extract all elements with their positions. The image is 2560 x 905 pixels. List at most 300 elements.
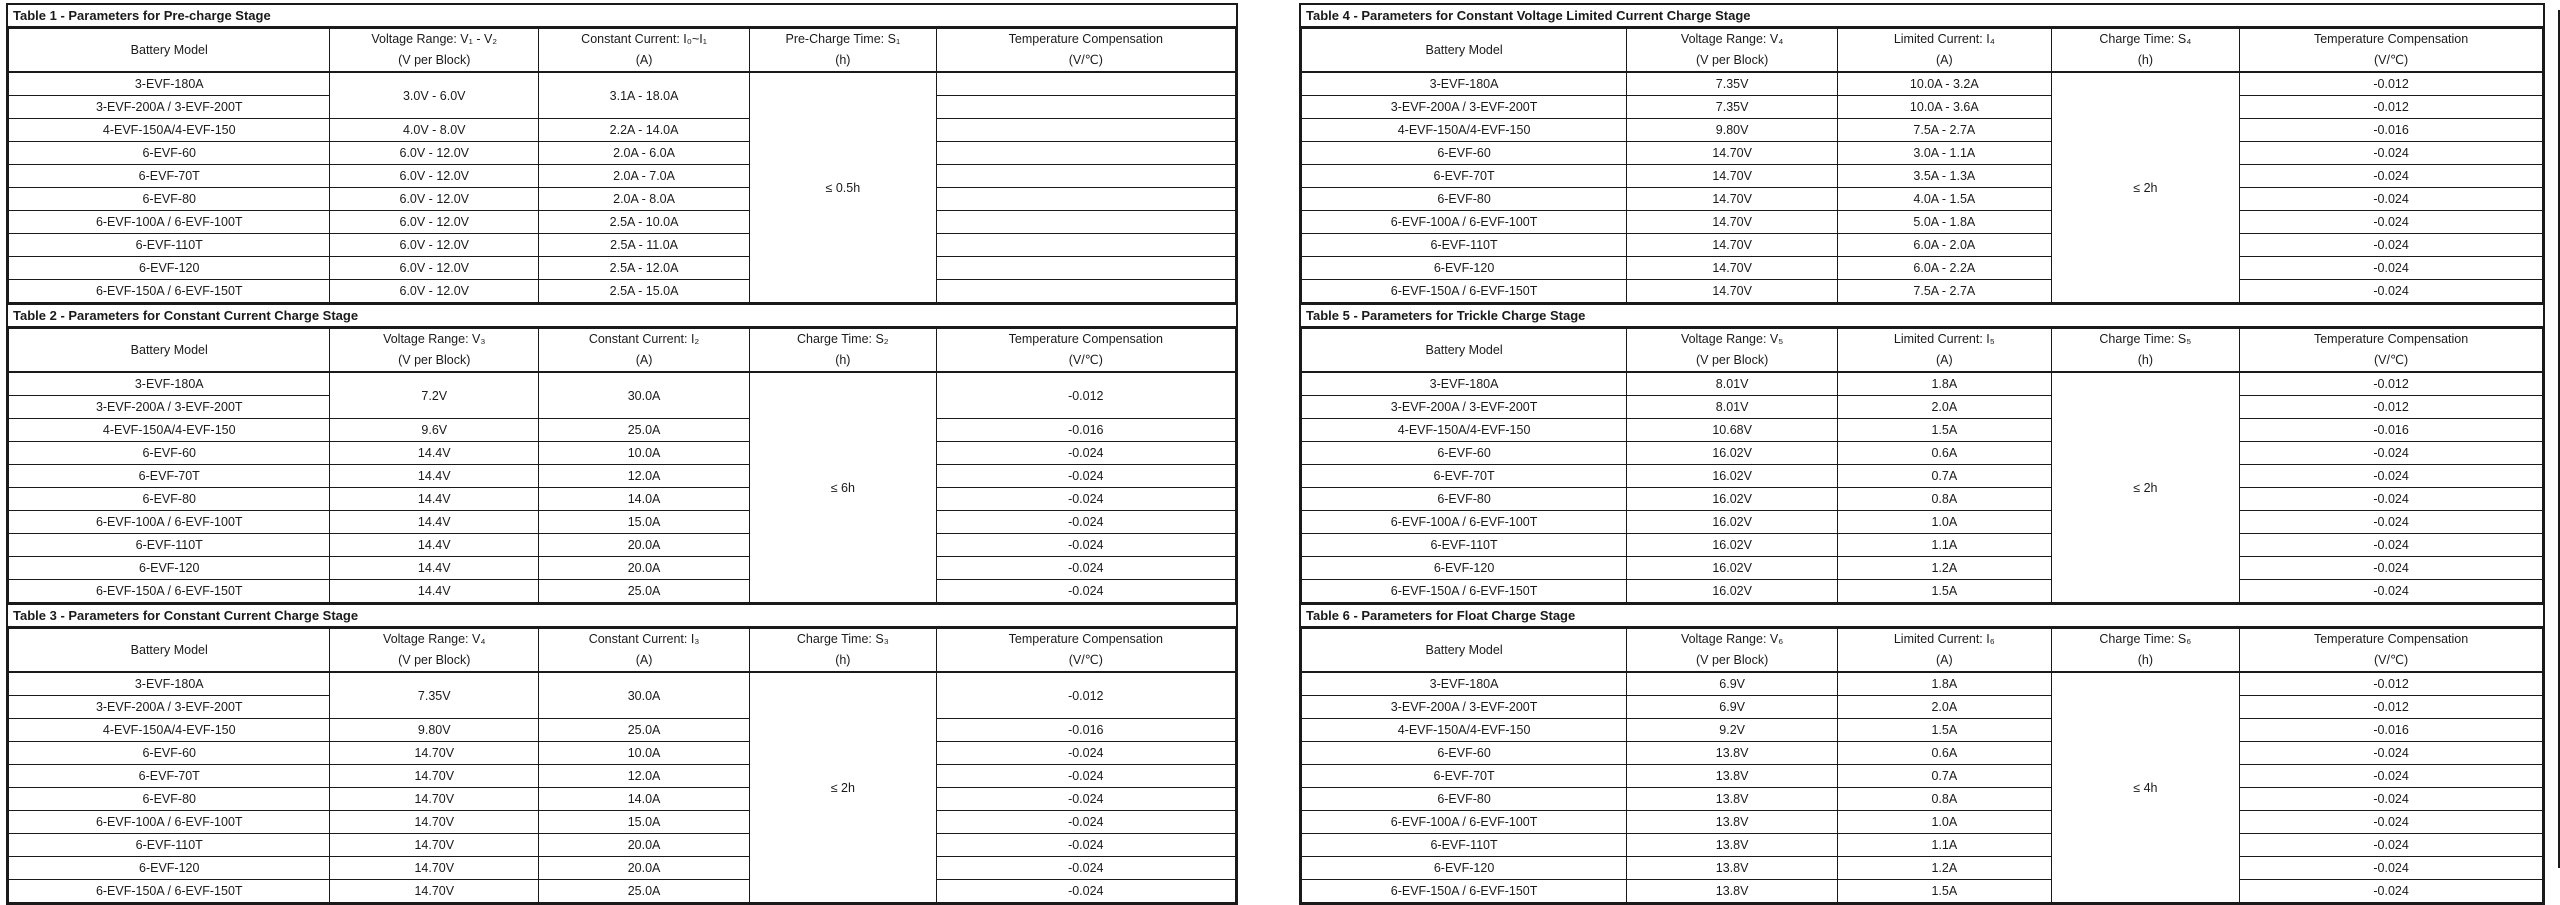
table-row <box>1302 880 2543 903</box>
table-row <box>9 742 1236 765</box>
voltage-cell: 3.0V - 6.0V <box>330 72 539 119</box>
current-cell: 10.0A - 3.2A <box>1838 72 2051 96</box>
battery-model-cell: 3-EVF-180A <box>1302 72 1627 96</box>
table-row <box>1302 488 2543 511</box>
voltage-range-header: Voltage Range: V₄ (V per Block) <box>1627 29 1838 73</box>
current-cell: 14.0A <box>539 788 750 811</box>
battery-model-cell: 6-EVF-60 <box>1302 442 1627 465</box>
table-row <box>9 834 1236 857</box>
table-row <box>9 165 1236 188</box>
battery-model-cell: 6-EVF-150A / 6-EVF-150T <box>1302 880 1627 903</box>
battery-model-cell: 6-EVF-80 <box>9 188 330 211</box>
table-5-block <box>1299 303 2545 605</box>
table-row <box>9 788 1236 811</box>
voltage-cell: 14.70V <box>1627 257 1838 280</box>
voltage-cell: 8.01V <box>1627 372 1838 396</box>
voltage-cell: 13.8V <box>1627 857 1838 880</box>
voltage-cell: 14.4V <box>330 488 539 511</box>
table-row <box>1302 696 2543 719</box>
current-cell: 0.7A <box>1838 765 2051 788</box>
voltage-cell: 14.70V <box>1627 188 1838 211</box>
temp-cell: -0.012 <box>2240 372 2543 396</box>
current-header: Constant Current: I₀~I₁ (A) <box>539 29 750 73</box>
temp-cell: -0.016 <box>936 419 1235 442</box>
temp-cell: -0.024 <box>936 580 1235 603</box>
battery-model-cell: 6-EVF-110T <box>1302 234 1627 257</box>
voltage-cell: 14.70V <box>1627 165 1838 188</box>
battery-model-cell: 6-EVF-80 <box>1302 488 1627 511</box>
battery-model-cell: 6-EVF-80 <box>1302 188 1627 211</box>
voltage-cell: 14.70V <box>330 834 539 857</box>
current-cell: 6.0A - 2.2A <box>1838 257 2051 280</box>
battery-model-cell: 6-EVF-60 <box>9 442 330 465</box>
voltage-range-header: Voltage Range: V₆ (V per Block) <box>1627 629 1838 673</box>
current-cell: 10.0A <box>539 442 750 465</box>
battery-model-cell: 6-EVF-100A / 6-EVF-100T <box>1302 511 1627 534</box>
current-cell: 2.5A - 15.0A <box>539 280 750 303</box>
table-row <box>9 488 1236 511</box>
temp-cell: -0.012 <box>936 672 1235 719</box>
voltage-cell: 14.70V <box>330 788 539 811</box>
time-cell: ≤ 0.5h <box>750 72 937 303</box>
battery-model-cell: 6-EVF-120 <box>9 257 330 280</box>
current-cell: 1.5A <box>1838 880 2051 903</box>
table-row <box>1302 788 2543 811</box>
table-row <box>9 119 1236 142</box>
battery-model-cell: 6-EVF-80 <box>9 488 330 511</box>
battery-model-cell: 4-EVF-150A/4-EVF-150 <box>1302 119 1627 142</box>
temp-cell: -0.024 <box>2240 280 2543 303</box>
header-row <box>9 29 1236 73</box>
table-4 <box>1301 28 2543 303</box>
battery-model-cell: 6-EVF-150A / 6-EVF-150T <box>1302 580 1627 603</box>
temp-cell: -0.024 <box>936 557 1235 580</box>
current-cell: 30.0A <box>539 372 750 419</box>
battery-model-cell: 3-EVF-180A <box>9 372 330 396</box>
voltage-cell: 6.0V - 12.0V <box>330 257 539 280</box>
table-row <box>1302 857 2543 880</box>
table-row <box>9 811 1236 834</box>
temp-cell <box>936 257 1235 280</box>
temp-cell: -0.024 <box>936 442 1235 465</box>
temp-cell: -0.024 <box>936 465 1235 488</box>
battery-model-cell: 6-EVF-60 <box>9 142 330 165</box>
table-row <box>1302 142 2543 165</box>
voltage-cell: 14.70V <box>330 811 539 834</box>
table-row <box>1302 234 2543 257</box>
table-row <box>1302 72 2543 96</box>
battery-model-cell: 4-EVF-150A/4-EVF-150 <box>9 419 330 442</box>
current-cell: 0.8A <box>1838 488 2051 511</box>
charge-time-header: Charge Time: S₅ (h) <box>2051 329 2240 373</box>
temp-cell: -0.024 <box>2240 742 2543 765</box>
current-cell: 7.5A - 2.7A <box>1838 119 2051 142</box>
current-cell: 4.0A - 1.5A <box>1838 188 2051 211</box>
table-row <box>1302 465 2543 488</box>
voltage-cell: 14.70V <box>330 857 539 880</box>
temp-cell: -0.024 <box>2240 211 2543 234</box>
time-cell: ≤ 2h <box>750 672 937 903</box>
current-cell: 2.5A - 10.0A <box>539 211 750 234</box>
current-cell: 1.0A <box>1838 511 2051 534</box>
current-cell: 1.8A <box>1838 672 2051 696</box>
battery-model-cell: 6-EVF-150A / 6-EVF-150T <box>9 580 330 603</box>
temp-cell: -0.024 <box>936 511 1235 534</box>
voltage-cell: 6.0V - 12.0V <box>330 211 539 234</box>
table-row <box>9 142 1236 165</box>
table-3 <box>8 628 1236 903</box>
temp-cell: -0.024 <box>2240 880 2543 903</box>
current-cell: 10.0A - 3.6A <box>1838 96 2051 119</box>
current-cell: 1.5A <box>1838 580 2051 603</box>
temp-cell: -0.024 <box>936 880 1235 903</box>
temp-cell <box>936 119 1235 142</box>
table-row <box>1302 511 2543 534</box>
table-row <box>1302 396 2543 419</box>
time-cell: ≤ 2h <box>2051 372 2240 603</box>
temp-cell: -0.024 <box>2240 765 2543 788</box>
voltage-cell: 7.2V <box>330 372 539 419</box>
temp-cell: -0.024 <box>2240 234 2543 257</box>
current-cell: 1.1A <box>1838 834 2051 857</box>
battery-model-cell: 6-EVF-100A / 6-EVF-100T <box>9 511 330 534</box>
table-row <box>1302 257 2543 280</box>
current-cell: 0.8A <box>1838 788 2051 811</box>
time-cell: ≤ 4h <box>2051 672 2240 903</box>
table-row <box>1302 165 2543 188</box>
temp-cell <box>936 96 1235 119</box>
temp-cell: -0.024 <box>2240 811 2543 834</box>
header-row <box>1302 629 2543 673</box>
voltage-cell: 7.35V <box>1627 96 1838 119</box>
voltage-cell: 14.4V <box>330 557 539 580</box>
temp-cell: -0.016 <box>2240 719 2543 742</box>
current-cell: 3.0A - 1.1A <box>1838 142 2051 165</box>
temp-cell: -0.024 <box>936 742 1235 765</box>
battery-model-cell: 6-EVF-100A / 6-EVF-100T <box>1302 211 1627 234</box>
voltage-cell: 16.02V <box>1627 534 1838 557</box>
charge-time-header: Charge Time: S₃ (h) <box>750 629 937 673</box>
current-cell: 2.5A - 12.0A <box>539 257 750 280</box>
current-header: Constant Current: I₂ (A) <box>539 329 750 373</box>
current-cell: 12.0A <box>539 465 750 488</box>
battery-model-cell: 6-EVF-150A / 6-EVF-150T <box>9 280 330 303</box>
battery-model-cell: 6-EVF-120 <box>9 557 330 580</box>
temp-cell: -0.024 <box>936 534 1235 557</box>
temp-cell: -0.024 <box>2240 488 2543 511</box>
table-row <box>9 672 1236 696</box>
voltage-cell: 13.8V <box>1627 811 1838 834</box>
battery-model-cell: 6-EVF-60 <box>1302 142 1627 165</box>
temp-cell: -0.016 <box>936 719 1235 742</box>
temp-cell: -0.024 <box>2240 165 2543 188</box>
temp-cell: -0.024 <box>2240 788 2543 811</box>
voltage-cell: 6.9V <box>1627 696 1838 719</box>
voltage-cell: 16.02V <box>1627 557 1838 580</box>
voltage-cell: 16.02V <box>1627 465 1838 488</box>
voltage-cell: 14.70V <box>1627 142 1838 165</box>
battery-model-cell: 4-EVF-150A/4-EVF-150 <box>1302 719 1627 742</box>
temp-cell: -0.012 <box>2240 96 2543 119</box>
voltage-cell: 14.4V <box>330 580 539 603</box>
battery-model-cell: 6-EVF-110T <box>1302 534 1627 557</box>
voltage-range-header: Voltage Range: V₄ (V per Block) <box>330 629 539 673</box>
table-3-block <box>6 603 1238 905</box>
battery-model-cell: 6-EVF-60 <box>9 742 330 765</box>
charge-time-header: Charge Time: S₂ (h) <box>750 329 937 373</box>
voltage-cell: 14.4V <box>330 442 539 465</box>
table-row <box>1302 442 2543 465</box>
battery-model-cell: 6-EVF-80 <box>1302 788 1627 811</box>
temp-cell: -0.012 <box>2240 672 2543 696</box>
table-row <box>9 880 1236 903</box>
table-row <box>1302 580 2543 603</box>
voltage-cell: 7.35V <box>330 672 539 719</box>
table-2-block <box>6 303 1238 605</box>
current-cell: 14.0A <box>539 488 750 511</box>
battery-model-cell: 6-EVF-70T <box>9 465 330 488</box>
current-cell: 2.0A - 7.0A <box>539 165 750 188</box>
voltage-range-header: Voltage Range: V₅ (V per Block) <box>1627 329 1838 373</box>
voltage-range-header: Voltage Range: V₃ (V per Block) <box>330 329 539 373</box>
time-cell: ≤ 2h <box>2051 72 2240 303</box>
temp-cell: -0.024 <box>2240 834 2543 857</box>
voltage-cell: 9.2V <box>1627 719 1838 742</box>
voltage-cell: 14.70V <box>1627 211 1838 234</box>
header-row <box>1302 29 2543 73</box>
current-cell: 15.0A <box>539 811 750 834</box>
voltage-cell: 6.0V - 12.0V <box>330 234 539 257</box>
temperature-compensation-header: Temperature Compensation (V/℃) <box>936 329 1235 373</box>
table-5 <box>1301 328 2543 603</box>
voltage-cell: 14.4V <box>330 465 539 488</box>
time-cell: ≤ 6h <box>750 372 937 603</box>
temp-cell: -0.024 <box>936 488 1235 511</box>
voltage-cell: 14.70V <box>330 765 539 788</box>
table-row <box>9 72 1236 96</box>
table-row <box>9 719 1236 742</box>
temp-cell: -0.024 <box>936 811 1235 834</box>
table-1 <box>8 28 1236 303</box>
table-row <box>9 257 1236 280</box>
battery-model-header: Battery Model <box>9 629 330 673</box>
temp-cell: -0.012 <box>2240 696 2543 719</box>
table-6 <box>1301 628 2543 903</box>
table-row <box>9 211 1236 234</box>
battery-model-cell: 6-EVF-80 <box>9 788 330 811</box>
battery-model-cell: 6-EVF-120 <box>1302 557 1627 580</box>
voltage-cell: 16.02V <box>1627 488 1838 511</box>
voltage-cell: 4.0V - 8.0V <box>330 119 539 142</box>
temp-cell <box>936 188 1235 211</box>
table-1-block <box>6 3 1238 305</box>
battery-model-cell: 3-EVF-200A / 3-EVF-200T <box>1302 396 1627 419</box>
table-row <box>9 280 1236 303</box>
current-cell: 2.0A - 8.0A <box>539 188 750 211</box>
table-row <box>9 857 1236 880</box>
voltage-cell: 14.70V <box>330 880 539 903</box>
table-row <box>9 765 1236 788</box>
battery-model-header: Battery Model <box>1302 29 1627 73</box>
table-row <box>1302 372 2543 396</box>
table-5-title: Table 5 - Parameters for Trickle Charge Stage <box>1301 305 2543 328</box>
table-6-block <box>1299 603 2545 905</box>
table-row <box>9 372 1236 396</box>
battery-model-cell: 6-EVF-100A / 6-EVF-100T <box>9 811 330 834</box>
table-row <box>1302 811 2543 834</box>
table-row <box>9 511 1236 534</box>
temperature-compensation-header: Temperature Compensation (V/℃) <box>2240 629 2543 673</box>
table-row <box>1302 188 2543 211</box>
battery-model-cell: 3-EVF-180A <box>1302 372 1627 396</box>
voltage-cell: 7.35V <box>1627 72 1838 96</box>
current-cell: 10.0A <box>539 742 750 765</box>
battery-model-cell: 3-EVF-180A <box>9 72 330 96</box>
battery-model-cell: 6-EVF-70T <box>1302 765 1627 788</box>
voltage-cell: 6.9V <box>1627 672 1838 696</box>
battery-model-cell: 3-EVF-200A / 3-EVF-200T <box>1302 96 1627 119</box>
table-row <box>1302 419 2543 442</box>
table-1-title: Table 1 - Parameters for Pre-charge Stage <box>8 5 1236 28</box>
table-row <box>9 188 1236 211</box>
voltage-cell: 14.70V <box>1627 234 1838 257</box>
voltage-cell: 9.80V <box>330 719 539 742</box>
temp-cell <box>936 234 1235 257</box>
voltage-cell: 9.80V <box>1627 119 1838 142</box>
table-row <box>1302 742 2543 765</box>
table-row <box>9 580 1236 603</box>
voltage-cell: 16.02V <box>1627 580 1838 603</box>
table-row <box>1302 280 2543 303</box>
current-cell: 1.2A <box>1838 857 2051 880</box>
header-row <box>9 629 1236 673</box>
table-row <box>1302 765 2543 788</box>
battery-model-cell: 3-EVF-180A <box>9 672 330 696</box>
battery-model-cell: 4-EVF-150A/4-EVF-150 <box>9 719 330 742</box>
current-cell: 2.0A <box>1838 696 2051 719</box>
current-header: Limited Current: I₄ (A) <box>1838 29 2051 73</box>
current-cell: 25.0A <box>539 419 750 442</box>
current-cell: 0.7A <box>1838 465 2051 488</box>
battery-model-cell: 3-EVF-200A / 3-EVF-200T <box>9 396 330 419</box>
temp-cell: -0.024 <box>936 834 1235 857</box>
current-cell: 3.1A - 18.0A <box>539 72 750 119</box>
temp-cell: -0.024 <box>2240 188 2543 211</box>
battery-model-cell: 6-EVF-70T <box>1302 165 1627 188</box>
current-cell: 3.5A - 1.3A <box>1838 165 2051 188</box>
current-header: Limited Current: I₅ (A) <box>1838 329 2051 373</box>
current-cell: 1.0A <box>1838 811 2051 834</box>
temp-cell: -0.016 <box>2240 119 2543 142</box>
temp-cell: -0.024 <box>2240 857 2543 880</box>
temperature-compensation-header: Temperature Compensation (V/℃) <box>2240 29 2543 73</box>
table-row <box>9 419 1236 442</box>
battery-model-header: Battery Model <box>1302 629 1627 673</box>
voltage-cell: 13.8V <box>1627 788 1838 811</box>
table-row <box>1302 557 2543 580</box>
battery-model-cell: 6-EVF-100A / 6-EVF-100T <box>1302 811 1627 834</box>
left-column <box>6 3 1238 905</box>
current-cell: 1.5A <box>1838 419 2051 442</box>
battery-model-header: Battery Model <box>9 29 330 73</box>
voltage-cell: 13.8V <box>1627 742 1838 765</box>
battery-model-cell: 6-EVF-60 <box>1302 742 1627 765</box>
current-cell: 15.0A <box>539 511 750 534</box>
current-cell: 2.0A <box>1838 396 2051 419</box>
temp-cell <box>936 211 1235 234</box>
battery-model-cell: 6-EVF-120 <box>1302 257 1627 280</box>
current-header: Constant Current: I₃ (A) <box>539 629 750 673</box>
temp-cell: -0.024 <box>2240 557 2543 580</box>
voltage-cell: 6.0V - 12.0V <box>330 142 539 165</box>
current-cell: 25.0A <box>539 580 750 603</box>
right-column <box>1299 3 2545 905</box>
current-cell: 6.0A - 2.0A <box>1838 234 2051 257</box>
table-3-title: Table 3 - Parameters for Constant Current Charge Stage <box>8 605 1236 628</box>
charge-time-header: Pre-Charge Time: S₁ (h) <box>750 29 937 73</box>
current-header: Limited Current: I₆ (A) <box>1838 629 2051 673</box>
current-cell: 25.0A <box>539 719 750 742</box>
voltage-cell: 6.0V - 12.0V <box>330 188 539 211</box>
voltage-cell: 9.6V <box>330 419 539 442</box>
voltage-cell: 6.0V - 12.0V <box>330 165 539 188</box>
current-cell: 20.0A <box>539 857 750 880</box>
battery-model-cell: 6-EVF-100A / 6-EVF-100T <box>9 211 330 234</box>
table-row <box>1302 672 2543 696</box>
current-cell: 0.6A <box>1838 742 2051 765</box>
temp-cell <box>936 72 1235 96</box>
current-cell: 1.2A <box>1838 557 2051 580</box>
current-cell: 30.0A <box>539 672 750 719</box>
table-row <box>1302 719 2543 742</box>
battery-model-cell: 6-EVF-110T <box>9 234 330 257</box>
temp-cell: -0.024 <box>2240 142 2543 165</box>
temp-cell <box>936 165 1235 188</box>
temperature-compensation-header: Temperature Compensation (V/℃) <box>2240 329 2543 373</box>
table-row <box>1302 96 2543 119</box>
battery-model-cell: 3-EVF-200A / 3-EVF-200T <box>9 96 330 119</box>
battery-model-cell: 6-EVF-120 <box>1302 857 1627 880</box>
temp-cell: -0.024 <box>2240 580 2543 603</box>
battery-model-cell: 6-EVF-120 <box>9 857 330 880</box>
charge-time-header: Charge Time: S₄ (h) <box>2051 29 2240 73</box>
battery-model-cell: 3-EVF-200A / 3-EVF-200T <box>1302 696 1627 719</box>
temp-cell: -0.024 <box>2240 257 2543 280</box>
battery-model-cell: 4-EVF-150A/4-EVF-150 <box>1302 419 1627 442</box>
current-cell: 1.5A <box>1838 719 2051 742</box>
battery-model-cell: 3-EVF-180A <box>1302 672 1627 696</box>
voltage-range-header: Voltage Range: V₁ - V₂ (V per Block) <box>330 29 539 73</box>
temperature-compensation-header: Temperature Compensation (V/℃) <box>936 629 1235 673</box>
temp-cell: -0.012 <box>2240 72 2543 96</box>
temp-cell: -0.016 <box>2240 419 2543 442</box>
table-row <box>9 465 1236 488</box>
temp-cell: -0.024 <box>2240 511 2543 534</box>
voltage-cell: 10.68V <box>1627 419 1838 442</box>
temp-cell: -0.012 <box>936 372 1235 419</box>
temperature-compensation-header: Temperature Compensation (V/℃) <box>936 29 1235 73</box>
temp-cell <box>936 280 1235 303</box>
current-cell: 0.6A <box>1838 442 2051 465</box>
current-cell: 20.0A <box>539 557 750 580</box>
table-row <box>1302 211 2543 234</box>
temp-cell: -0.024 <box>2240 534 2543 557</box>
battery-model-cell: 3-EVF-200A / 3-EVF-200T <box>9 696 330 719</box>
voltage-cell: 16.02V <box>1627 442 1838 465</box>
voltage-cell: 14.70V <box>1627 280 1838 303</box>
voltage-cell: 13.8V <box>1627 880 1838 903</box>
table-row <box>9 557 1236 580</box>
